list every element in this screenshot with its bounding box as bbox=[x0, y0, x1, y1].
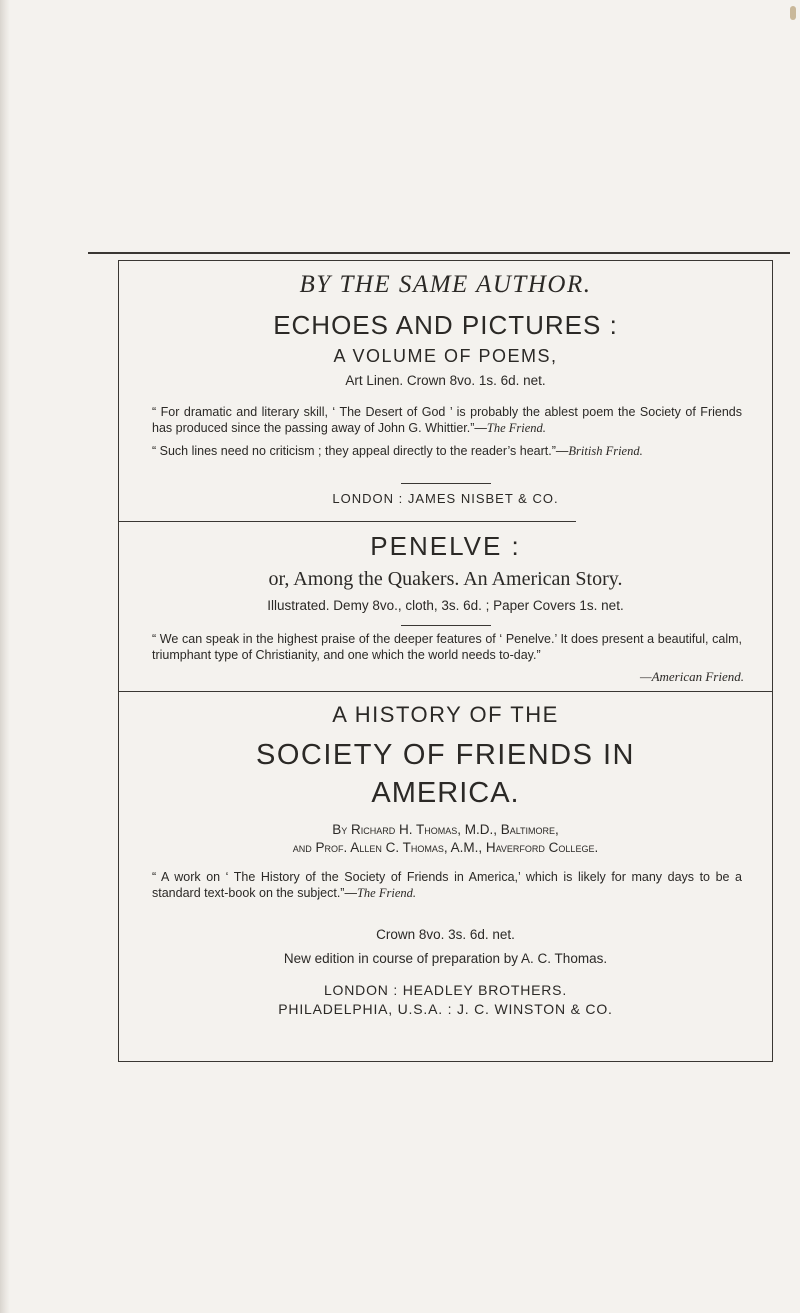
book3-authors-line1: By Richard H. Thomas, M.D., Baltimore, bbox=[332, 822, 559, 837]
book1-quote-2-source: British Friend. bbox=[568, 444, 643, 458]
book2-quote: “ We can speak in the highest praise of the deeper features of ‘ Penelve.’ It does present a beautiful, calm, triumphant type of Christianity, and one which the world needs to-day.” bbox=[152, 632, 742, 662]
book3-price: Crown 8vo. 3s. 6d. net. bbox=[376, 927, 515, 942]
book2-subtitle: or, Among the Quakers. An American Story. bbox=[268, 568, 623, 590]
book1-price: Art Linen. Crown 8vo. 1s. 6d. net. bbox=[345, 373, 546, 388]
book1-subtitle: A VOLUME OF POEMS, bbox=[333, 346, 558, 366]
book1-quote-1-source: The Friend. bbox=[486, 421, 546, 435]
page-edge bbox=[0, 0, 10, 1313]
book3-quote-text: “ A work on ‘ The History of the Society of Friends in America,’ which is likely for many days to be a standard text-book on the subject.”— bbox=[152, 870, 742, 900]
book3-publishers bbox=[119, 981, 772, 1019]
book3-authors-line2: and Prof. Allen C. Thomas, A.M., Haverford College. bbox=[292, 840, 599, 855]
book1-quote-2 bbox=[152, 443, 742, 459]
book1-quote-1 bbox=[152, 404, 742, 436]
divider-rule bbox=[401, 625, 491, 626]
book3-title-line2: SOCIETY OF FRIENDS IN bbox=[255, 739, 635, 771]
book3-quote-source: The Friend. bbox=[356, 886, 417, 900]
divider-rule bbox=[401, 483, 491, 484]
book3-note: New edition in course of preparation by A. C. Thomas. bbox=[283, 951, 608, 966]
book2-title: PENELVE : bbox=[370, 531, 521, 561]
book3-title-line1: A HISTORY OF THE bbox=[332, 702, 559, 727]
book3-quote bbox=[152, 869, 742, 901]
book1-title bbox=[119, 310, 772, 341]
advert-frame-top bbox=[118, 260, 773, 692]
advert-frame-bottom bbox=[118, 692, 773, 1062]
book3-publisher-line1: LONDON : HEADLEY BROTHERS. bbox=[323, 982, 568, 998]
book3-authors bbox=[119, 821, 772, 857]
book1-quote-2-text: “ Such lines need no criticism ; they appeal directly to the reader’s heart.”— bbox=[152, 444, 569, 458]
book3-title-line3: AMERICA. bbox=[371, 777, 520, 809]
book2-price: Illustrated. Demy 8vo., cloth, 3s. 6d. ; Paper Covers 1s. net. bbox=[267, 598, 624, 613]
section-divider bbox=[118, 521, 576, 522]
corner-mark bbox=[790, 6, 796, 20]
book3-publisher-line2: PHILADELPHIA, U.S.A. : J. C. WINSTON & CO. bbox=[278, 1001, 613, 1017]
section-heading: BY THE SAME AUTHOR. bbox=[299, 271, 592, 298]
top-rule bbox=[88, 252, 790, 254]
book1-publisher: LONDON : JAMES NISBET & CO. bbox=[332, 491, 559, 506]
book2-quote-source: —American Friend. bbox=[640, 669, 744, 684]
book1-title-text: ECHOES AND PICTURES : bbox=[273, 310, 618, 340]
book1-quote-1-text: “ For dramatic and literary skill, ‘ The Desert of God ’ is probably the ablest poem the Society of Friends has produced since the passing away of John G. Whittier.”— bbox=[152, 405, 742, 435]
